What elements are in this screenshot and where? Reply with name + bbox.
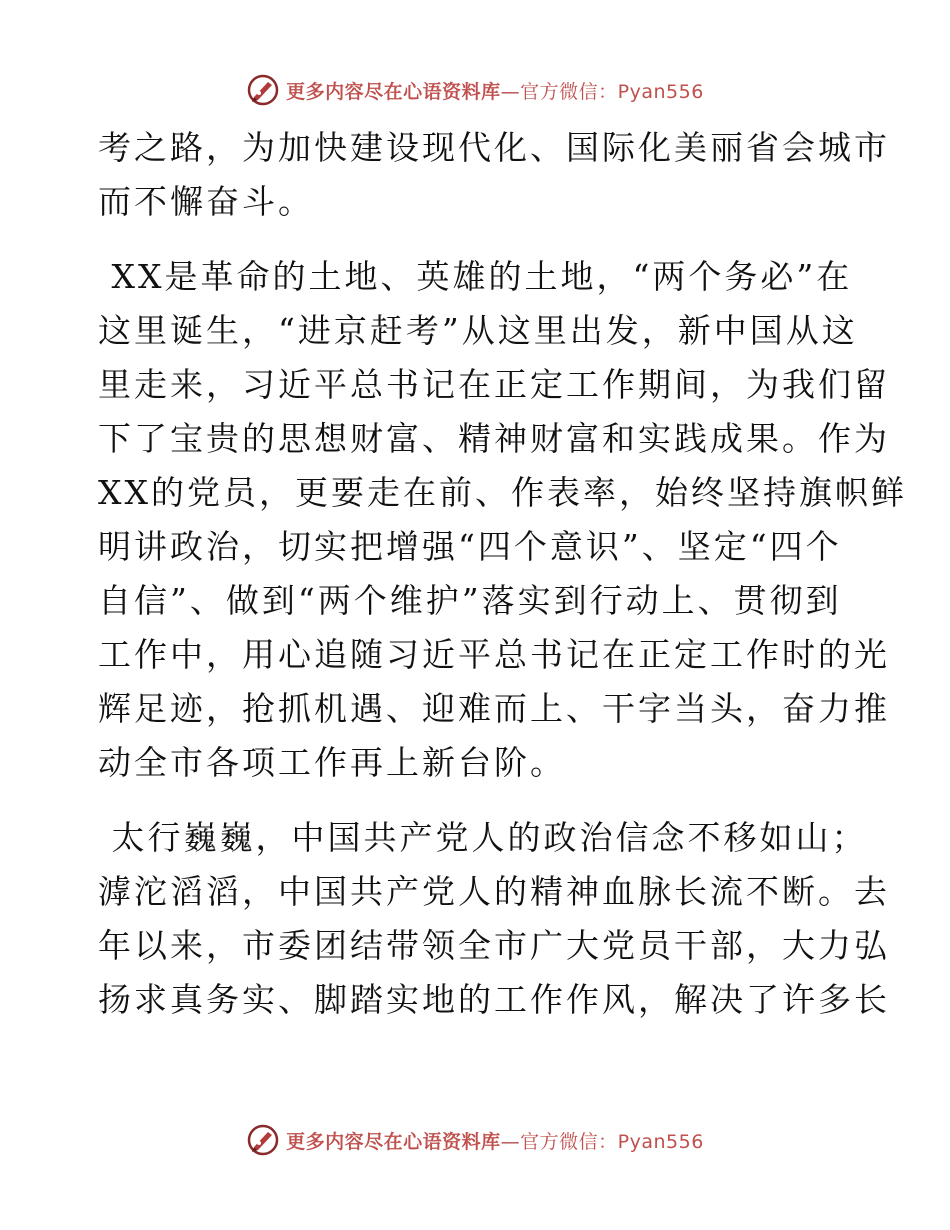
- text-line: XX的党员，更要走在前、作表率，始终坚持旗帜鲜: [98, 473, 907, 512]
- watermark-text: [286, 1127, 704, 1154]
- pen-logo-icon: [246, 1123, 280, 1157]
- text-line: 滹沱滔滔，中国共产党人的精神血脉长流不断。去: [98, 872, 890, 911]
- text-line: 明讲政治，切实把增强“四个意识”、坚定“四个: [98, 527, 842, 566]
- watermark-text: [286, 77, 704, 104]
- watermark-contact: 官方微信：Pyan556: [520, 80, 704, 103]
- text-line: XX是革命的土地、英雄的土地，“两个务必”在: [98, 257, 853, 296]
- text-line: 考之路，为加快建设现代化、国际化美丽省会城市: [98, 128, 890, 167]
- text-line: 扬求真务实、脚踏实地的工作作风，解决了许多长: [98, 980, 890, 1019]
- pen-logo-icon: [246, 73, 280, 107]
- document-body: [98, 121, 907, 1027]
- watermark-contact: 官方微信：Pyan556: [520, 1130, 704, 1153]
- text-line: 动全市各项工作再上新台阶。: [98, 743, 566, 782]
- text-line: 年以来，市委团结带领全市广大党员干部，大力弘: [98, 926, 890, 965]
- watermark-brand: 更多内容尽在心语资料库: [286, 1130, 501, 1153]
- text-line: 里走来，习近平总书记在正定工作期间，为我们留: [98, 365, 890, 404]
- text-line: 工作中，用心追随习近平总书记在正定工作时的光: [98, 635, 890, 674]
- text-line: 这里诞生，“进京赶考”从这里出发，新中国从这: [98, 311, 858, 350]
- text-line: 下了宝贵的思想财富、精神财富和实践成果。作为: [98, 419, 890, 458]
- text-line: 自信”、做到“两个维护”落实到行动上、贯彻到: [98, 581, 842, 620]
- text-line: 太行巍巍，中国共产党人的政治信念不移如山；: [98, 818, 868, 857]
- paragraph-2: [98, 250, 907, 790]
- watermark-brand: 更多内容尽在心语资料库: [286, 80, 501, 103]
- watermark-banner-bottom: [0, 1120, 950, 1160]
- paragraph-3: [98, 811, 890, 1027]
- text-line: 辉足迹，抢抓机遇、迎难而上、干字当头，奋力推: [98, 689, 890, 728]
- watermark-separator: —: [500, 80, 521, 103]
- watermark-separator: —: [500, 1130, 521, 1153]
- paragraph-1: [98, 121, 890, 229]
- text-line: 而不懈奋斗。: [98, 182, 314, 221]
- watermark-banner-top: [0, 70, 950, 110]
